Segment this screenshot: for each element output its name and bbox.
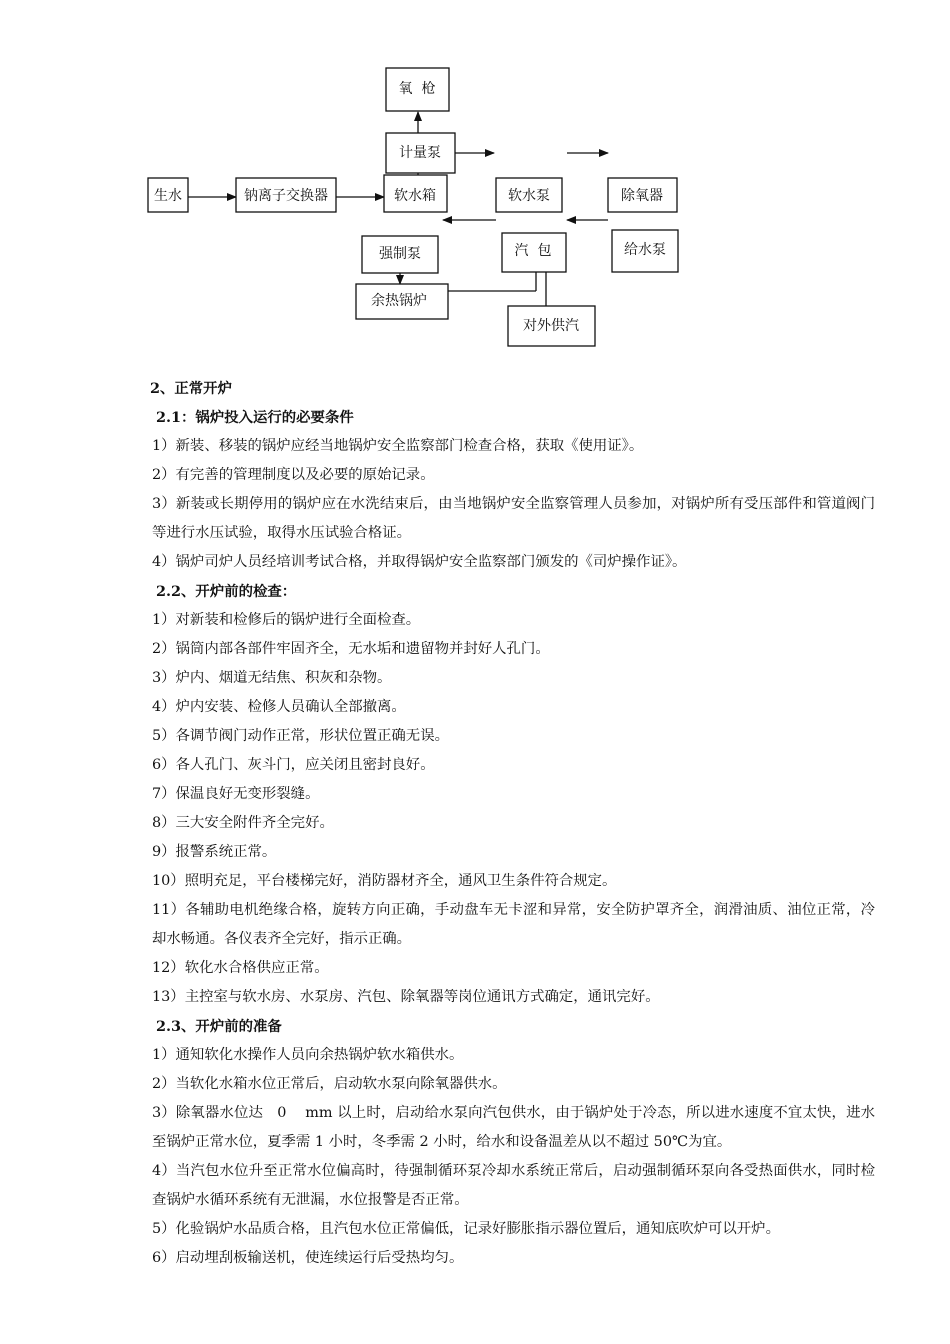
list-item: 13）主控室与软水房、水泵房、汽包、除氧器等岗位通讯方式确定，通讯完好。 xyxy=(152,989,660,1005)
process-flow-diagram xyxy=(0,0,950,360)
list-item: 2）当软化水箱水位正常后，启动软水泵向除氧器供水。 xyxy=(152,1076,507,1092)
list-item: 7）保温良好无变形裂缝。 xyxy=(152,786,320,802)
node-label-nalizi: 钠离子交换器 xyxy=(244,188,328,204)
node-label-ruanshuibeng: 软水泵 xyxy=(508,188,550,204)
list-item: 1）通知软化水操作人员向余热锅炉软水箱供水。 xyxy=(152,1047,464,1063)
list-item: 4）锅炉司炉人员经培训考试合格，并取得锅炉安全监察部门颁发的《司炉操作证》。 xyxy=(152,554,687,570)
list-item: 5）各调节阀门动作正常，形状位置正确无误。 xyxy=(152,728,449,744)
node-label-jiliangbeng: 计量泵 xyxy=(399,145,441,161)
list-item: 3）新装或长期停用的锅炉应在水洗结束后，由当地锅炉安全监察管理人员参加，对锅炉所有受压部件和管道阀门等进行水压试验，取得水压试验合格证。 xyxy=(152,496,875,541)
node-label-ruanshuixiang: 软水箱 xyxy=(394,188,436,204)
node-label-qiangzhibeng: 强制泵 xyxy=(379,246,421,262)
list-item: 12）软化水合格供应正常。 xyxy=(152,960,329,976)
list-item: 4）炉内安装、检修人员确认全部撤离。 xyxy=(152,699,406,715)
subsection-heading-2-3: 2.3、开炉前的准备 xyxy=(156,1018,282,1035)
subsection-heading-2-1: 2.1：锅炉投入运行的必要条件 xyxy=(156,409,354,426)
document-body xyxy=(120,374,875,1273)
list-item: 6）启动埋刮板输送机，使连续运行后受热均匀。 xyxy=(152,1250,464,1266)
list-item: 6）各人孔门、灰斗门，应关闭且密封良好。 xyxy=(152,757,435,773)
node-label-shengshui: 生水 xyxy=(154,188,182,204)
list-item: 3）炉内、烟道无结焦、积灰和杂物。 xyxy=(152,670,392,686)
list-item: 11）各辅助电机绝缘合格，旋转方向正确，手动盘车无卡涩和异常，安全防护罩齐全，润滑油质、油位正常，冷却水畅通。各仪表齐全完好，指示正确。 xyxy=(152,902,875,947)
subsection-heading-2-2: 2.2、开炉前的检查： xyxy=(156,583,297,600)
list-item: 8）三大安全附件齐全完好。 xyxy=(152,815,334,831)
list-item: 1）对新装和检修后的锅炉进行全面检查。 xyxy=(152,612,421,628)
list-item: 9）报警系统正常。 xyxy=(152,844,277,860)
list-item: 3）除氧器水位达 0 mm 以上时，启动给水泵向汽包供水，由于锅炉处于冷态，所以进水速度不宜太快，进水至锅炉正常水位，夏季需 1 小时，冬季需 2 小时，给水和设备温差从以不超过 50℃为宜。 xyxy=(152,1105,875,1150)
list-item: 2）有完善的管理制度以及必要的原始记录。 xyxy=(152,467,435,483)
list-item: 10）照明充足，平台楼梯完好，消防器材齐全，通风卫生条件符合规定。 xyxy=(152,873,617,889)
list-item: 4）当汽包水位升至正常水位偏高时，待强制循环泵冷却水系统正常后，启动强制循环泵向各受热面供水，同时检查锅炉水循环系统有无泄漏，水位报警是否正常。 xyxy=(152,1163,875,1208)
section-heading: 2、正常开炉 xyxy=(150,380,232,397)
node-label-duiwaigongqi: 对外供汽 xyxy=(523,318,579,334)
node-label-yurekuolu: 余热锅炉 xyxy=(371,293,427,309)
node-label-qibao: 汽 包 xyxy=(514,243,552,259)
list-item: 2）锅筒内部各部件牢固齐全，无水垢和遗留物并封好人孔门。 xyxy=(152,641,550,657)
node-label-yangqiang: 氧 枪 xyxy=(398,81,436,97)
node-label-chuyangqi: 除氧器 xyxy=(621,188,663,204)
list-item: 5）化验锅炉水品质合格，且汽包水位正常偏低，记录好膨胀指示器位置后，通知底吹炉可以开炉。 xyxy=(152,1221,780,1237)
list-item: 1）新装、移装的锅炉应经当地锅炉安全监察部门检查合格，获取《使用证》。 xyxy=(152,438,644,454)
node-label-geishuibeng: 给水泵 xyxy=(624,242,666,258)
